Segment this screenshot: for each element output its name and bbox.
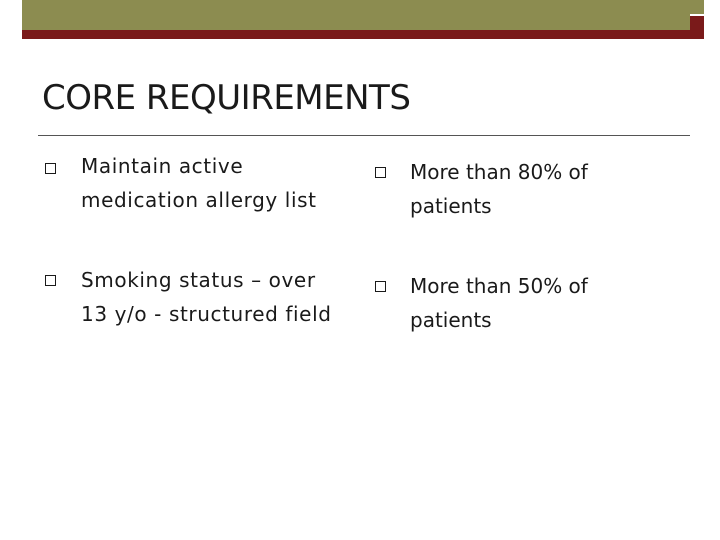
square-bullet-icon xyxy=(375,167,386,178)
header-band-olive xyxy=(22,0,690,30)
list-item-text: Smoking status – over 13 y/o - structured field xyxy=(81,268,332,326)
header-band-maroon xyxy=(22,30,690,39)
square-bullet-icon xyxy=(45,275,56,286)
square-bullet-icon xyxy=(375,281,386,292)
title-divider xyxy=(38,135,690,136)
slide-title: CORE REQUIREMENTS xyxy=(42,78,411,118)
list-item-text: More than 80% of patients xyxy=(410,160,588,218)
corner-accent-maroon xyxy=(690,16,704,39)
list-item-text: Maintain active medication allergy list xyxy=(81,154,317,212)
square-bullet-icon xyxy=(45,163,56,174)
corner-accent-olive xyxy=(690,0,704,14)
list-item-text: More than 50% of patients xyxy=(410,274,588,332)
